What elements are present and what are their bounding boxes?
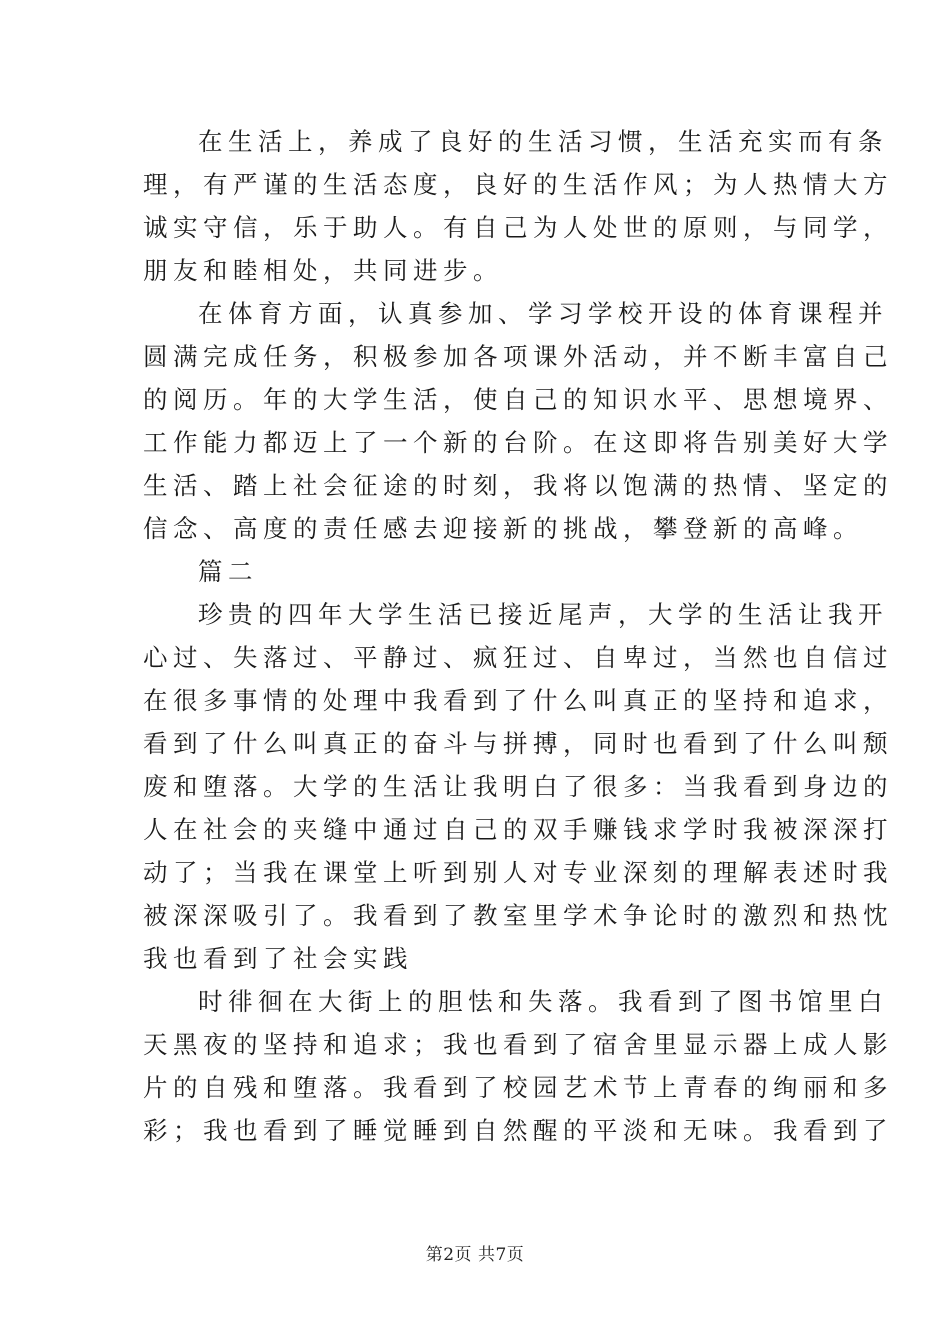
text-line: 朋友和睦相处，共同进步。 <box>143 256 503 285</box>
text-line: 圆满完成任务，积极参加各项课外活动，并不断丰富自己 <box>143 342 893 371</box>
text-line: 在体育方面，认真参加、学习学校开设的体育课程并 <box>198 299 888 328</box>
text-line: 理，有严谨的生活态度，良好的生活作风；为人热情大方 <box>143 170 893 199</box>
text-line: 时徘徊在大街上的胆怯和失落。我看到了图书馆里白 <box>198 987 888 1016</box>
text-line: 我也看到了社会实践 <box>143 944 413 973</box>
text-line: 诚实守信，乐于助人。有自己为人处世的原则，与同学， <box>143 213 893 242</box>
text-line: 天黑夜的坚持和追求；我也看到了宿舍里显示器上成人影 <box>143 1030 893 1059</box>
text-line: 生活、踏上社会征途的时刻，我将以饱满的热情、坚定的 <box>143 471 893 500</box>
text-line: 工作能力都迈上了一个新的台阶。在这即将告别美好大学 <box>143 428 893 457</box>
text-line: 看到了什么叫真正的奋斗与拼搏，同时也看到了什么叫颓 <box>143 729 893 758</box>
text-line: 废和堕落。大学的生活让我明白了很多：当我看到身边的 <box>143 772 893 801</box>
page-footer: 第2页 共7页 <box>425 1245 525 1265</box>
text-line: 在很多事情的处理中我看到了什么叫真正的坚持和追求， <box>143 686 893 715</box>
text-line: 在生活上，养成了良好的生活习惯，生活充实而有条 <box>198 127 888 156</box>
text-line: 珍贵的四年大学生活已接近尾声，大学的生活让我开 <box>198 600 888 629</box>
text-line: 篇二 <box>198 557 258 586</box>
text-line: 被深深吸引了。我看到了教室里学术争论时的激烈和热忱 <box>143 901 893 930</box>
text-line: 片的自残和堕落。我看到了校园艺术节上青春的绚丽和多 <box>143 1073 893 1102</box>
text-line: 动了；当我在课堂上听到别人对专业深刻的理解表述时我 <box>143 858 893 887</box>
text-line: 彩；我也看到了睡觉睡到自然醒的平淡和无味。我看到了 <box>143 1116 893 1145</box>
text-line: 心过、失落过、平静过、疯狂过、自卑过，当然也自信过 <box>143 643 893 672</box>
text-line: 人在社会的夹缝中通过自己的双手赚钱求学时我被深深打 <box>143 815 893 844</box>
text-line: 信念、高度的责任感去迎接新的挑战，攀登新的高峰。 <box>143 514 863 543</box>
document-body <box>143 120 893 1152</box>
text-line: 的阅历。年的大学生活，使自己的知识水平、思想境界、 <box>143 385 893 414</box>
